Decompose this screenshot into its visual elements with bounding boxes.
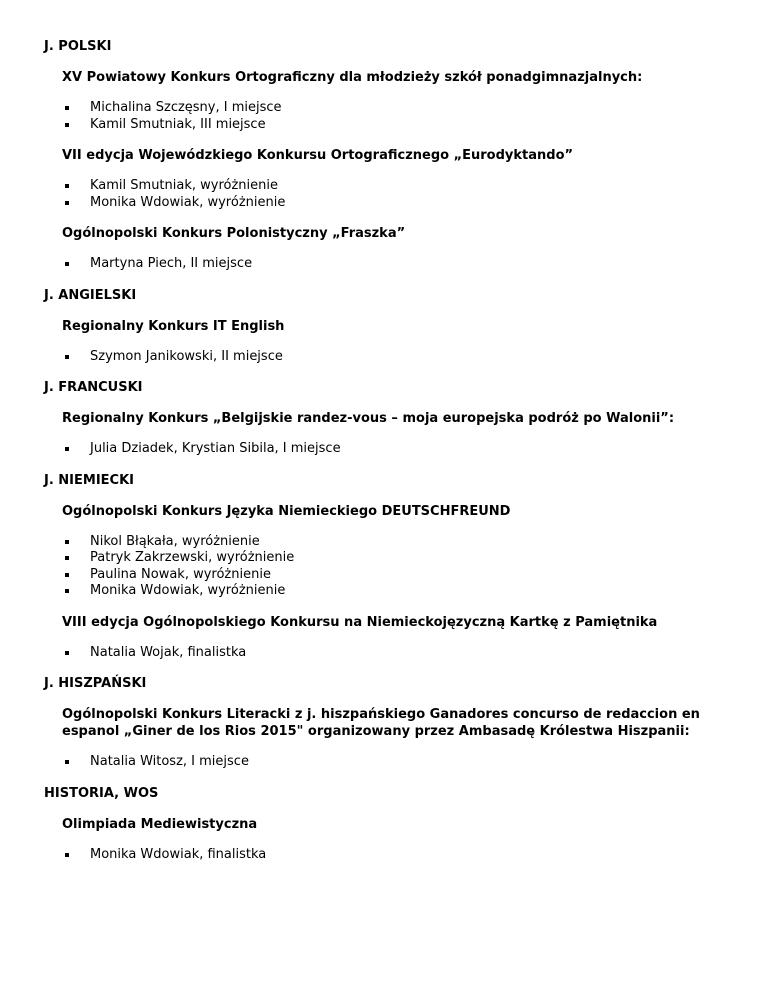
square-bullet-icon — [65, 184, 69, 188]
list-item — [62, 550, 744, 567]
list-item — [62, 256, 744, 273]
subject-heading: J. POLSKI — [44, 39, 112, 54]
contest-block — [44, 503, 744, 600]
subject-heading: J. ANGIELSKI — [44, 287, 137, 303]
contest-block — [44, 816, 744, 864]
square-bullet-icon — [65, 540, 69, 544]
square-bullet-icon — [65, 123, 69, 127]
winner-entry: Julia Dziadek, Krystian Sibila, I miejsce — [90, 441, 341, 456]
contest-title: XV Powiatowy Konkurs Ortograficzny dla młodzieży szkół ponadgimnazjalnych: — [62, 70, 643, 85]
subject-heading: J. FRANCUSKI — [44, 380, 143, 395]
contest-title: VII edycja Wojewódzkiego Konkursu Ortograficznego „Eurodyktando” — [62, 148, 574, 163]
winner-entry: Monika Wdowiak, finalistka — [90, 846, 267, 862]
square-bullet-icon — [65, 201, 69, 205]
contest-block — [44, 318, 744, 366]
winner-entry: Monika Wdowiak, wyróżnienie — [90, 583, 286, 598]
winner-entry: Martyna Piech, II miejsce — [90, 256, 253, 271]
subject-heading: J. NIEMIECKI — [44, 472, 135, 488]
winner-entry: Nikol Błąkała, wyróżnienie — [90, 533, 260, 549]
square-bullet-icon — [65, 589, 69, 593]
winners-list — [62, 441, 744, 458]
contest-block — [44, 706, 744, 771]
winners-list — [62, 754, 744, 771]
contest-block — [44, 410, 744, 458]
contest-title: Regionalny Konkurs IT English — [62, 318, 285, 334]
winner-entry: Kamil Smutniak, wyróżnienie — [90, 178, 279, 193]
square-bullet-icon — [65, 262, 69, 266]
winner-entry: Szymon Janikowski, II miejsce — [90, 348, 283, 364]
list-item — [62, 645, 744, 662]
winners-list — [62, 349, 744, 366]
subject-section — [44, 675, 744, 771]
list-item — [62, 847, 744, 864]
winners-list — [62, 178, 744, 211]
square-bullet-icon — [65, 106, 69, 110]
subject-section — [44, 379, 744, 458]
contest-title: Ogólnopolski Konkurs Literacki z j. hiszpańskiego Ganadores concurso de redaccion en espanol „Giner de los Rios 2015" organizowany przez Ambasadę Królestwa Hiszpanii: — [62, 707, 700, 739]
list-item — [62, 195, 744, 212]
contest-title: Olimpiada Mediewistyczna — [62, 816, 258, 832]
list-item — [62, 567, 744, 584]
list-item — [62, 754, 744, 771]
list-item — [62, 178, 744, 195]
list-item — [62, 349, 744, 366]
subject-heading: HISTORIA, WOS — [44, 785, 159, 801]
contest-block — [44, 614, 744, 662]
winner-entry: Natalia Witosz, I miejsce — [90, 754, 249, 769]
list-item — [62, 534, 744, 551]
subject-section — [44, 38, 744, 273]
winners-list — [62, 847, 744, 864]
subject-section — [44, 472, 744, 662]
square-bullet-icon — [65, 651, 69, 655]
contest-block — [44, 69, 744, 133]
contest-block — [44, 225, 744, 273]
winners-list — [62, 645, 744, 662]
contest-title: Regionalny Konkurs „Belgijskie randez-vous – moja europejska podróż po Walonii”: — [62, 411, 675, 426]
list-item — [62, 100, 744, 117]
winner-entry: Kamil Smutniak, III miejsce — [90, 116, 266, 132]
subject-heading: J. HISZPAŃSKI — [44, 676, 147, 691]
contest-title: VIII edycja Ogólnopolskiego Konkursu na Niemieckojęzyczną Kartkę z Pamiętnika — [62, 614, 658, 630]
square-bullet-icon — [65, 447, 69, 451]
square-bullet-icon — [65, 355, 69, 359]
square-bullet-icon — [65, 760, 69, 764]
subject-section — [44, 785, 744, 864]
winner-entry: Michalina Szczęsny, I miejsce — [90, 100, 282, 115]
winner-entry: Monika Wdowiak, wyróżnienie — [90, 194, 286, 210]
list-item — [62, 441, 744, 458]
contest-block — [44, 147, 744, 211]
square-bullet-icon — [65, 556, 69, 560]
list-item — [62, 117, 744, 134]
square-bullet-icon — [65, 853, 69, 857]
winners-list — [62, 534, 744, 600]
winner-entry: Patryk Zakrzewski, wyróżnienie — [90, 550, 295, 565]
list-item — [62, 583, 744, 600]
contest-title: Ogólnopolski Konkurs Języka Niemieckiego DEUTSCHFREUND — [62, 503, 511, 519]
document-body — [44, 38, 744, 877]
subject-section — [44, 287, 744, 366]
square-bullet-icon — [65, 573, 69, 577]
winners-list — [62, 100, 744, 133]
winner-entry: Natalia Wojak, finalistka — [90, 644, 247, 660]
winner-entry: Paulina Nowak, wyróżnienie — [90, 566, 271, 582]
contest-title: Ogólnopolski Konkurs Polonistyczny „Fraszka” — [62, 226, 406, 241]
winners-list — [62, 256, 744, 273]
